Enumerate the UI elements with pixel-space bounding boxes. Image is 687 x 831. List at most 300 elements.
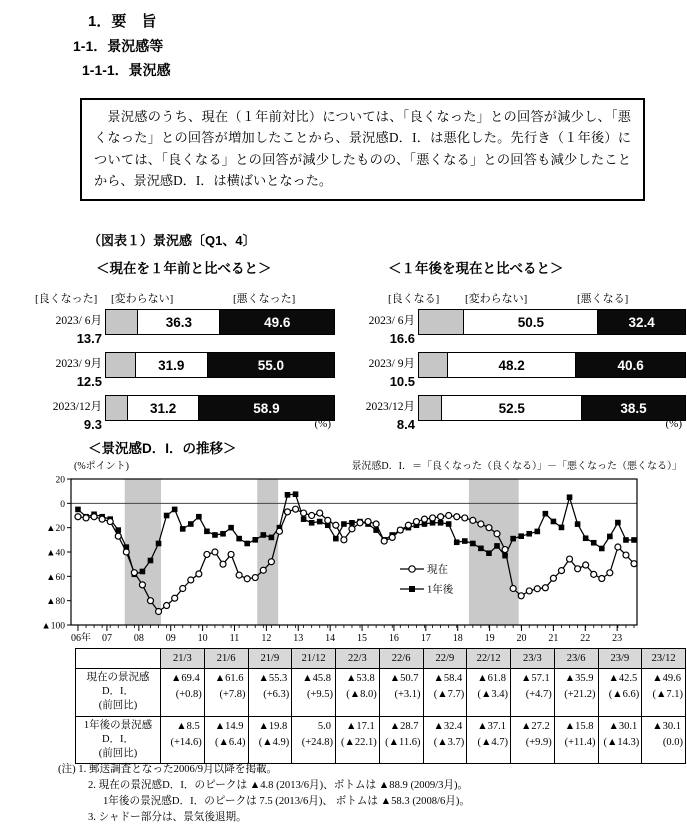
marker-square [462, 538, 468, 544]
table-column-header: 21/6 [204, 649, 248, 669]
bar-segment-better [419, 396, 441, 420]
legend-same-label: [変わらない] [111, 293, 174, 305]
left-chart-subtitle: ＜現在を１年前と比べると＞ [96, 261, 272, 276]
di-value: ▲37.1 [477, 720, 506, 732]
series-line-current [78, 509, 634, 611]
x-axis-year-label: 16 [388, 633, 399, 641]
bar-segment-worse: 55.0 [208, 353, 334, 377]
percent-unit-label: (%) [314, 418, 331, 430]
di-value: ▲53.8 [345, 673, 375, 684]
di-table-element [75, 648, 686, 764]
di-value-cell [642, 669, 686, 717]
x-axis-year-label: 09 [165, 633, 176, 641]
marker-square [317, 519, 323, 525]
marker-circle [180, 586, 186, 592]
marker-square [478, 546, 484, 552]
trend-chart-title: ＜景況感D．I．の推移＞ [88, 441, 237, 456]
di-data-table [75, 648, 686, 764]
marker-square [543, 511, 549, 517]
marker-square [333, 536, 339, 542]
marker-circle [236, 572, 242, 578]
marker-circle [599, 576, 605, 582]
di-change-value: (▲22.1) [340, 736, 377, 748]
marker-circle [518, 593, 524, 599]
di-value: ▲28.7 [389, 720, 419, 732]
marker-circle [470, 517, 476, 523]
recession-shade [125, 479, 161, 625]
marker-circle [107, 519, 113, 525]
di-value-cell [467, 716, 511, 764]
marker-circle [454, 514, 460, 520]
legend-series-label: 現在 [427, 564, 448, 576]
di-value-cell [204, 669, 248, 717]
di-value: ▲49.6 [652, 673, 681, 684]
di-value: ▲32.4 [433, 720, 463, 732]
di-change-value: (▲6.6) [608, 689, 640, 700]
bar-segment-same: 52.5 [441, 396, 581, 420]
di-value-cell [554, 669, 598, 717]
table-column-header: 22/3 [336, 649, 380, 669]
di-value: ▲61.6 [214, 673, 244, 684]
di-change-value: (+3.1) [394, 689, 421, 700]
bar-row-label [348, 352, 418, 395]
di-value-cell [511, 669, 555, 717]
marker-circle [220, 561, 226, 567]
di-value: ▲17.1 [345, 720, 375, 732]
bar-legend [348, 285, 686, 309]
legend-better-label: [良くなった] [35, 293, 98, 305]
table-row-label: 1年後の景況感 D．I． (前回比) [76, 716, 161, 764]
bar-row-label [35, 352, 105, 395]
bar-segment-better [419, 353, 447, 377]
marker-square [526, 531, 532, 537]
table-header-row [76, 649, 686, 669]
bar-row-date: 2023/ 9月 [368, 358, 415, 370]
marker-square [631, 537, 637, 543]
y-axis-tick-label: ▲60 [46, 572, 65, 583]
x-axis-year-label: 07 [101, 633, 112, 641]
marker-circle [172, 595, 178, 601]
bar-segment-same: 31.2 [127, 396, 199, 420]
marker-circle [438, 514, 444, 520]
marker-circle [212, 549, 218, 555]
di-trend-svg [36, 455, 686, 641]
di-value: ▲30.1 [608, 720, 638, 732]
marker-square [148, 558, 154, 564]
bar-better-value: 13.7 [76, 331, 102, 346]
table-data-row [76, 669, 686, 717]
marker-circle [357, 520, 363, 526]
x-axis-year-label: 15 [357, 633, 368, 641]
bar-chart-current-vs-year-ago [35, 285, 335, 438]
legend-marker-square [409, 586, 415, 592]
di-change-value: (+9.9) [525, 736, 552, 748]
di-value: ▲57.1 [520, 673, 550, 684]
marker-square [309, 520, 315, 526]
di-value: ▲19.8 [258, 720, 288, 732]
stacked-bar [105, 395, 335, 421]
di-change-value: (+7.8) [219, 689, 246, 700]
marker-circle [502, 547, 508, 553]
percent-unit-label: (%) [665, 418, 682, 430]
di-change-value: (+24.8) [301, 736, 333, 748]
di-value: ▲8.5 [176, 720, 200, 732]
marker-circle [131, 570, 137, 576]
marker-circle [75, 514, 81, 520]
stacked-bar [418, 352, 686, 378]
bar-segment-worse: 38.5 [582, 396, 685, 420]
marker-circle [188, 577, 194, 583]
marker-circle [115, 533, 121, 539]
di-change-value: (▲7.1) [652, 689, 683, 700]
di-value: ▲69.4 [170, 673, 200, 684]
bar-better-value: 9.3 [83, 417, 102, 432]
note-line-1: (注) 1. 郵送調査となった2006/9月以降を掲載。 [58, 764, 278, 775]
di-value: ▲14.9 [214, 720, 244, 732]
marker-square [293, 491, 299, 497]
bar-row-label [35, 395, 105, 438]
table-column-header: 23/6 [554, 649, 598, 669]
recession-shade [257, 479, 278, 625]
di-value-cell [161, 716, 205, 764]
marker-square [599, 546, 605, 552]
bar-legend [35, 285, 335, 309]
marker-square [180, 526, 186, 532]
di-value: ▲27.2 [520, 720, 550, 732]
marker-circle [252, 575, 258, 581]
di-value-cell [423, 669, 467, 717]
bar-rows [35, 309, 335, 438]
bar-chart-year-ahead-vs-current [348, 285, 686, 438]
marker-circle [123, 549, 129, 555]
right-chart-subtitle: ＜１年後を現在と比べると＞ [388, 261, 564, 276]
table-row-label: 現在の景況感 D．I． (前回比) [76, 669, 161, 717]
marker-circle [196, 571, 202, 577]
section-heading-1-1-1: 1-1-1．景況感 [82, 62, 171, 78]
x-axis-year-label: 06年 [70, 633, 91, 641]
x-axis-year-label: 10 [197, 633, 208, 641]
y-axis-tick-label: ▲40 [46, 548, 65, 559]
di-change-value: (▲4.7) [477, 736, 508, 748]
di-value-cell [292, 716, 336, 764]
di-value-cell [467, 669, 511, 717]
di-value-cell [336, 716, 380, 764]
bar-row-label [348, 395, 418, 438]
bar-row-label [348, 309, 418, 352]
marker-square [591, 540, 597, 546]
di-change-value: (▲3.4) [477, 689, 508, 700]
di-value-cell [161, 669, 205, 717]
section-heading-1: 1．要 旨 [88, 13, 157, 30]
note-line-2: 2. 現在の景況感D．I．のピークは ▲4.8 (2013/6月)、ボトムは ▲88.9 (2009/3月)。 [88, 780, 469, 792]
table-corner-cell [76, 649, 161, 669]
stacked-bar [418, 309, 686, 335]
marker-circle [309, 513, 315, 519]
bar-segment-better [106, 353, 135, 377]
legend-worse-label: [悪くなった] [233, 293, 296, 305]
di-value: ▲35.9 [564, 673, 594, 684]
x-axis-year-label: 14 [325, 633, 336, 641]
marker-circle [156, 608, 162, 614]
marker-circle [583, 562, 589, 568]
marker-square [188, 521, 194, 527]
table-column-header: 21/9 [248, 649, 292, 669]
di-value: 5.0 [317, 720, 331, 732]
bar-row-date: 2023/12月 [52, 401, 102, 413]
marker-circle [623, 552, 629, 558]
bar-segment-worse: 49.6 [220, 310, 334, 334]
marker-circle [228, 551, 234, 557]
marker-circle [99, 516, 105, 522]
di-value: ▲30.1 [652, 720, 681, 732]
bar-row [35, 352, 335, 395]
bar-segment-same: 50.5 [463, 310, 598, 334]
marker-circle [526, 588, 532, 594]
bar-segment-same: 36.3 [137, 310, 220, 334]
marker-square [623, 537, 629, 543]
marker-circle [244, 576, 250, 582]
marker-circle [373, 521, 379, 527]
marker-square [140, 569, 146, 575]
table-column-header: 23/9 [598, 649, 642, 669]
marker-square [607, 534, 613, 540]
di-change-value: (▲8.0) [346, 689, 377, 700]
marker-circle [494, 531, 500, 537]
marker-square [228, 525, 234, 531]
di-value-cell [423, 716, 467, 764]
x-axis-year-label: 20 [516, 633, 527, 641]
bar-row [35, 395, 335, 438]
marker-circle [91, 514, 97, 520]
di-change-value: (+6.3) [263, 689, 290, 700]
marker-square [236, 536, 242, 542]
marker-square [196, 514, 202, 520]
y-axis-tick-label: ▲80 [46, 597, 65, 608]
marker-circle [446, 513, 452, 519]
y-axis-tick-label: 20 [55, 475, 65, 486]
di-value-cell [598, 669, 642, 717]
marker-circle [381, 538, 387, 544]
y-axis-unit-label: (%ポイント) [74, 461, 129, 472]
marker-circle [293, 506, 299, 512]
di-value-cell [379, 669, 423, 717]
marker-square [261, 532, 267, 538]
marker-square [559, 525, 565, 531]
marker-circle [317, 510, 323, 516]
bar-segment-better [106, 310, 137, 334]
marker-square [486, 550, 492, 556]
marker-square [454, 539, 460, 545]
bar-rows [348, 309, 686, 438]
x-axis-year-label: 08 [133, 633, 144, 641]
bar-row [348, 395, 686, 438]
marker-circle [341, 537, 347, 543]
marker-square [172, 507, 178, 513]
summary-box [80, 98, 645, 201]
marker-circle [147, 598, 153, 604]
marker-circle [139, 582, 145, 588]
stacked-bar [418, 395, 686, 421]
marker-circle [333, 522, 339, 528]
marker-square [204, 529, 210, 535]
marker-square [567, 494, 573, 500]
x-axis-year-label: 23 [612, 633, 623, 641]
bar-row-date: 2023/ 6月 [368, 315, 415, 327]
di-change-value: (▲14.3) [603, 736, 640, 748]
marker-circle [365, 519, 371, 525]
x-axis-year-label: 19 [484, 633, 495, 641]
marker-square [212, 532, 218, 538]
legend-worse-label: [悪くなる] [577, 293, 629, 305]
series-line-year-ahead [78, 494, 634, 574]
marker-square [269, 535, 275, 541]
marker-circle [260, 567, 266, 573]
marker-circle [478, 521, 484, 527]
marker-circle [534, 586, 540, 592]
marker-circle [430, 515, 436, 521]
bar-row-date: 2023/ 9月 [55, 358, 102, 370]
di-value-cell [511, 716, 555, 764]
marker-square [535, 529, 541, 535]
bar-segment-better [106, 396, 127, 420]
marker-square [244, 541, 250, 547]
bar-segment-better [419, 310, 463, 334]
table-column-header: 21/12 [292, 649, 336, 669]
x-axis-year-label: 17 [420, 633, 431, 641]
di-value: ▲15.8 [564, 720, 594, 732]
marker-circle [575, 566, 581, 572]
di-value: ▲50.7 [389, 673, 419, 684]
marker-circle [83, 515, 89, 521]
stacked-bar [105, 309, 335, 335]
bar-segment-same: 31.9 [135, 353, 208, 377]
marker-square [252, 537, 258, 543]
summary-text: 景況感のうち、現在（１年前対比）については、「良くなった」との回答が減少し、「悪くなった」との回答が増加したことから、景況感D．I．は悪化した。先行き（１年後）については、「良くなる」との回答が減少したものの、「悪くなる」との回答も減少したことから、景況感D．I．は横ばいとなった。 [94, 109, 631, 189]
di-value-cell [248, 669, 292, 717]
di-value: ▲42.5 [608, 673, 638, 684]
legend-series-label: 1年後 [427, 584, 454, 596]
marker-circle [567, 556, 573, 562]
marker-square [575, 521, 581, 527]
bar-row-date: 2023/ 6月 [55, 315, 102, 327]
di-value: ▲55.3 [258, 673, 288, 684]
stacked-bar [105, 352, 335, 378]
marker-circle [462, 515, 468, 521]
table-column-header: 22/12 [467, 649, 511, 669]
marker-circle [276, 528, 282, 534]
marker-square [301, 516, 307, 522]
marker-square [75, 507, 81, 513]
marker-circle [389, 534, 395, 540]
table-column-header: 21/3 [161, 649, 205, 669]
x-axis-year-label: 21 [548, 633, 559, 641]
di-change-value: (+9.5) [306, 689, 333, 700]
table-column-header: 22/9 [423, 649, 467, 669]
marker-circle [349, 526, 355, 532]
marker-circle [164, 603, 170, 609]
bar-row-date: 2023/12月 [365, 401, 415, 413]
marker-circle [486, 525, 492, 531]
di-change-value: (▲11.6) [385, 736, 421, 748]
marker-circle [413, 519, 419, 525]
marker-square [446, 521, 452, 527]
marker-square [510, 536, 516, 542]
marker-square [156, 541, 162, 547]
y-axis-tick-label: ▲20 [46, 524, 65, 535]
di-change-value: (+21.2) [564, 689, 596, 700]
bar-segment-worse: 58.9 [199, 396, 334, 420]
di-formula-annotation: 景況感D．I．＝「良くなった（良くなる）」－「悪くなった（悪くなる）」 [351, 461, 682, 472]
legend-better-label: [良くなる] [388, 293, 440, 305]
di-trend-line-chart [36, 455, 686, 641]
di-change-value: (+11.4) [564, 736, 596, 748]
marker-circle [607, 570, 613, 576]
marker-circle [301, 510, 307, 516]
di-change-value: (▲7.7) [433, 689, 465, 700]
di-value-cell [336, 669, 380, 717]
marker-circle [558, 568, 564, 574]
note-line-3: 1年後の景況感D．I．のピークは 7.5 (2013/6月)、 ボトムは ▲58.3 (2008/6月)。 [103, 796, 470, 808]
di-value-cell [204, 716, 248, 764]
bar-row [348, 352, 686, 395]
di-value: ▲45.8 [302, 673, 331, 684]
bar-better-value: 10.5 [389, 374, 415, 389]
marker-square [470, 541, 476, 547]
x-axis-year-label: 13 [293, 633, 304, 641]
marker-circle [405, 522, 411, 528]
section-heading-1-1: 1-1．景況感等 [73, 38, 164, 54]
di-change-value: (▲4.9) [258, 736, 290, 748]
marker-square [285, 492, 291, 498]
marker-circle [542, 585, 548, 591]
bar-segment-worse: 40.6 [576, 353, 685, 377]
marker-square [518, 533, 524, 539]
notes-block [58, 762, 470, 826]
di-value-cell [554, 716, 598, 764]
recession-shade [469, 479, 519, 625]
bar-segment-same: 48.2 [447, 353, 576, 377]
di-value-cell [598, 716, 642, 764]
x-axis-year-label: 11 [229, 633, 240, 641]
marker-circle [631, 561, 637, 567]
di-value: ▲58.4 [433, 673, 463, 684]
marker-square [494, 543, 500, 549]
x-axis-year-label: 22 [580, 633, 591, 641]
table-column-header: 23/3 [511, 649, 555, 669]
legend-same-label: [変わらない] [465, 293, 528, 305]
note-line-4: 3. シャドー部分は、景気後退期。 [88, 812, 247, 824]
di-change-value: (+4.7) [525, 689, 552, 700]
marker-circle [268, 559, 274, 565]
marker-square [615, 520, 621, 526]
bar-better-value: 16.6 [389, 331, 415, 346]
marker-circle [550, 575, 556, 581]
table-column-header: 23/12 [642, 649, 686, 669]
bar-row [348, 309, 686, 352]
di-change-value: (▲3.7) [433, 736, 465, 748]
di-value: ▲61.8 [477, 673, 506, 684]
marker-circle [204, 551, 210, 557]
marker-circle [325, 517, 331, 523]
y-axis-tick-label: 0 [60, 499, 65, 510]
marker-square [349, 520, 355, 526]
legend-marker-circle [409, 566, 415, 572]
marker-square [164, 513, 170, 519]
marker-circle [284, 509, 290, 515]
marker-circle [421, 516, 427, 522]
di-value-cell [292, 669, 336, 717]
bar-row-label [35, 309, 105, 352]
